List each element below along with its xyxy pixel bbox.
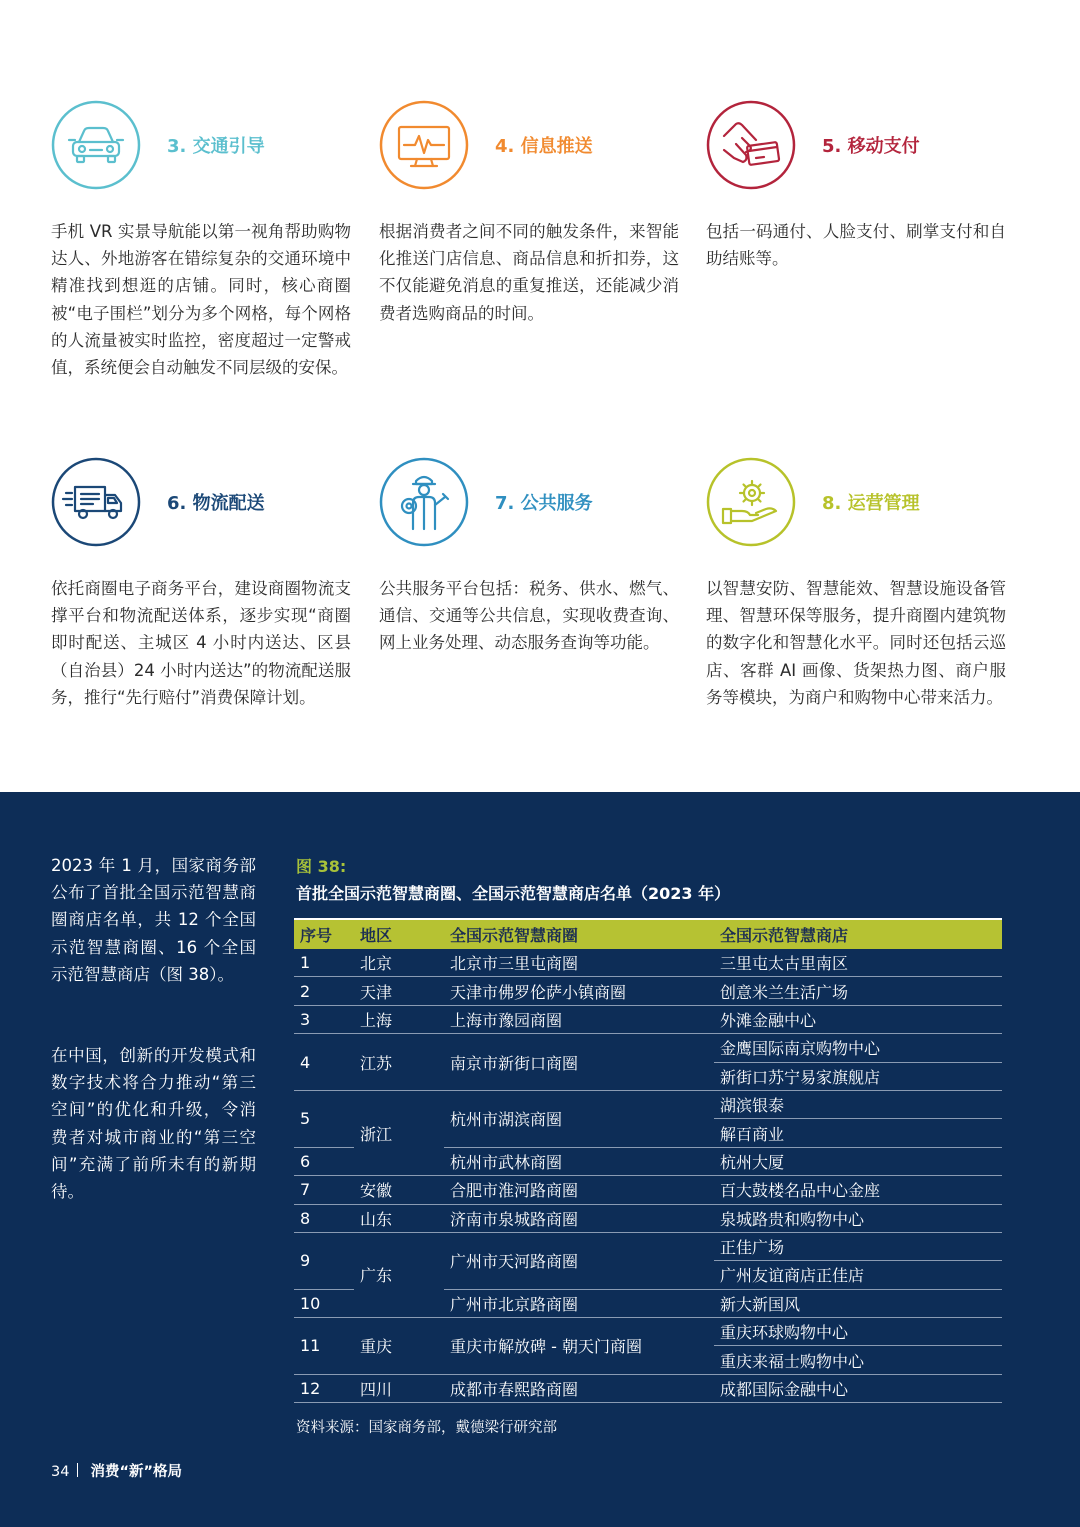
car-icon — [51, 100, 141, 190]
row-store: 百大鼓楼名品中心金座 — [714, 1176, 1002, 1204]
row-district: 杭州市武林商圈 — [444, 1147, 714, 1175]
row-store: 广州友谊商店正佳店 — [714, 1261, 1002, 1289]
row-no: 1 — [294, 949, 354, 977]
figure-label: 图 38: — [296, 857, 347, 876]
card-payment-icon — [706, 100, 796, 190]
feature-body: 根据消费者之间不同的触发条件，来智能化推送门店信息、商品信息和折扣券，这不仅能避免消息的重复推送，还能减少消费者选购商品的时间。 — [379, 222, 679, 323]
footer-divider — [77, 1463, 78, 1477]
row-no: 6 — [294, 1147, 354, 1175]
feature-title: 3. 交通引导 — [167, 136, 265, 157]
row-district: 成都市春熙路商圈 — [444, 1374, 714, 1402]
third-space-paragraph: 在中国，创新的开发模式和数字技术将合力推动“第三空间”的优化和升级，令消费者对城市商业的“第三空间”充满了前所未有的新期待。 — [51, 1046, 256, 1202]
row-no: 10 — [294, 1289, 354, 1317]
page-footer — [51, 1460, 182, 1481]
feature-title: 8. 运营管理 — [822, 493, 920, 514]
feature-title: 6. 物流配送 — [167, 493, 265, 514]
row-district: 南京市新街口商圈 — [444, 1034, 714, 1091]
intro-paragraph: 2023 年 1 月，国家商务部公布了首批全国示范智慧商圈商店名单，共 12 个全国示范智慧商圈、16 个全国示范智慧商店（图 38）。 — [51, 856, 256, 984]
row-no: 7 — [294, 1176, 354, 1204]
row-store: 泉城路贵和购物中心 — [714, 1204, 1002, 1232]
row-region: 重庆 — [354, 1318, 444, 1375]
row-store: 金鹰国际南京购物中心 — [714, 1034, 1002, 1062]
table-header-row — [294, 919, 1002, 949]
row-store: 杭州大厦 — [714, 1147, 1002, 1175]
feature-body: 依托商圈电子商务平台，建设商圈物流支撑平台和物流配送体系，逐步实现“商圈即时配送、主城区 4 小时内送达、区县（自治县）24 小时内送达”的物流配送服务，推行“先行赔付”消费保障计划。 — [51, 579, 351, 707]
hand-gear-icon — [706, 457, 796, 547]
row-store: 新街口苏宁易家旗舰店 — [714, 1062, 1002, 1090]
table-row — [294, 1374, 1002, 1402]
row-region: 北京 — [354, 949, 444, 977]
row-region: 广东 — [354, 1232, 444, 1317]
row-district: 广州市天河路商圈 — [444, 1232, 714, 1289]
row-region: 浙江 — [354, 1090, 444, 1175]
figure-section — [0, 792, 1080, 1527]
source-note: 资料来源：国家商务部，戴德梁行研究部 — [296, 1420, 557, 1436]
row-store: 解百商业 — [714, 1119, 1002, 1147]
row-store: 成都国际金融中心 — [714, 1374, 1002, 1402]
feature-title: 7. 公共服务 — [495, 493, 593, 514]
table-row — [294, 977, 1002, 1005]
feature-body: 公共服务平台包括：税务、供水、燃气、通信、交通等公共信息，实现收费查询、网上业务处理、动态服务查询等功能。 — [379, 579, 679, 653]
row-district: 上海市豫园商圈 — [444, 1005, 714, 1033]
row-region: 上海 — [354, 1005, 444, 1033]
row-district: 合肥市淮河路商圈 — [444, 1176, 714, 1204]
row-district: 杭州市湖滨商圈 — [444, 1090, 714, 1147]
header-district: 全国示范智慧商圈 — [444, 919, 714, 949]
row-no: 11 — [294, 1318, 354, 1375]
feature-title: 5. 移动支付 — [822, 136, 920, 157]
row-region: 江苏 — [354, 1034, 444, 1091]
row-store: 新大新国风 — [714, 1289, 1002, 1317]
row-no: 8 — [294, 1204, 354, 1232]
row-store: 创意米兰生活广场 — [714, 977, 1002, 1005]
table-row — [294, 1005, 1002, 1033]
row-store: 湖滨银泰 — [714, 1090, 1002, 1118]
table-row — [294, 949, 1002, 977]
feature-body: 手机 VR 实景导航能以第一视角帮助购物达人、外地游客在错综复杂的交通环境中精准找到想逛的店铺。同时，核心商圈被“电子围栏”划分为多个网格，每个网格的人流量被实时监控，密度超过一定警戒值，系统便会自动触发不同层级的安保。 — [51, 222, 351, 378]
header-region: 地区 — [354, 919, 444, 949]
monitor-pulse-icon — [379, 100, 469, 190]
row-district: 天津市佛罗伦萨小镇商圈 — [444, 977, 714, 1005]
feature-body: 以智慧安防、智慧能效、智慧设施设备管理、智慧环保等服务，提升商圈内建筑物的数字化和智慧化水平。同时还包括云巡店、客群 AI 画像、货架热力图、商户服务等模块，为商户和购物中心带来活力。 — [706, 579, 1006, 707]
row-store: 外滩金融中心 — [714, 1005, 1002, 1033]
row-no: 5 — [294, 1090, 354, 1147]
row-no: 2 — [294, 977, 354, 1005]
row-no: 9 — [294, 1232, 354, 1289]
table-row — [294, 1232, 1002, 1260]
row-store: 正佳广场 — [714, 1232, 1002, 1260]
footer-title: 消费“新”格局 — [90, 1464, 183, 1480]
feature-body: 包括一码通付、人脸支付、刷掌支付和自助结账等。 — [706, 222, 1006, 269]
row-store: 重庆环球购物中心 — [714, 1318, 1002, 1346]
row-region: 天津 — [354, 977, 444, 1005]
table-row — [294, 1204, 1002, 1232]
row-region: 安徽 — [354, 1176, 444, 1204]
delivery-truck-icon — [51, 457, 141, 547]
figure-title: 首批全国示范智慧商圈、全国示范智慧商店名单（2023 年） — [296, 884, 731, 903]
row-district: 济南市泉城路商圈 — [444, 1204, 714, 1232]
row-region: 山东 — [354, 1204, 444, 1232]
row-no: 3 — [294, 1005, 354, 1033]
table-row — [294, 1318, 1002, 1346]
row-district: 重庆市解放碑 - 朝天门商圈 — [444, 1318, 714, 1375]
row-district: 北京市三里屯商圈 — [444, 949, 714, 977]
page-number: 34 — [51, 1464, 70, 1480]
row-store: 重庆来福士购物中心 — [714, 1346, 1002, 1374]
table-row — [294, 1034, 1002, 1062]
table-row — [294, 1090, 1002, 1118]
row-no: 4 — [294, 1034, 354, 1091]
row-no: 12 — [294, 1374, 354, 1402]
header-no: 序号 — [294, 919, 354, 949]
row-store: 三里屯太古里南区 — [714, 949, 1002, 977]
worker-gear-icon — [379, 457, 469, 547]
row-district: 广州市北京路商圈 — [444, 1289, 714, 1317]
smart-district-table — [294, 918, 1002, 1403]
row-region: 四川 — [354, 1374, 444, 1402]
feature-title: 4. 信息推送 — [495, 136, 593, 157]
header-store: 全国示范智慧商店 — [714, 919, 1002, 949]
table-row — [294, 1176, 1002, 1204]
